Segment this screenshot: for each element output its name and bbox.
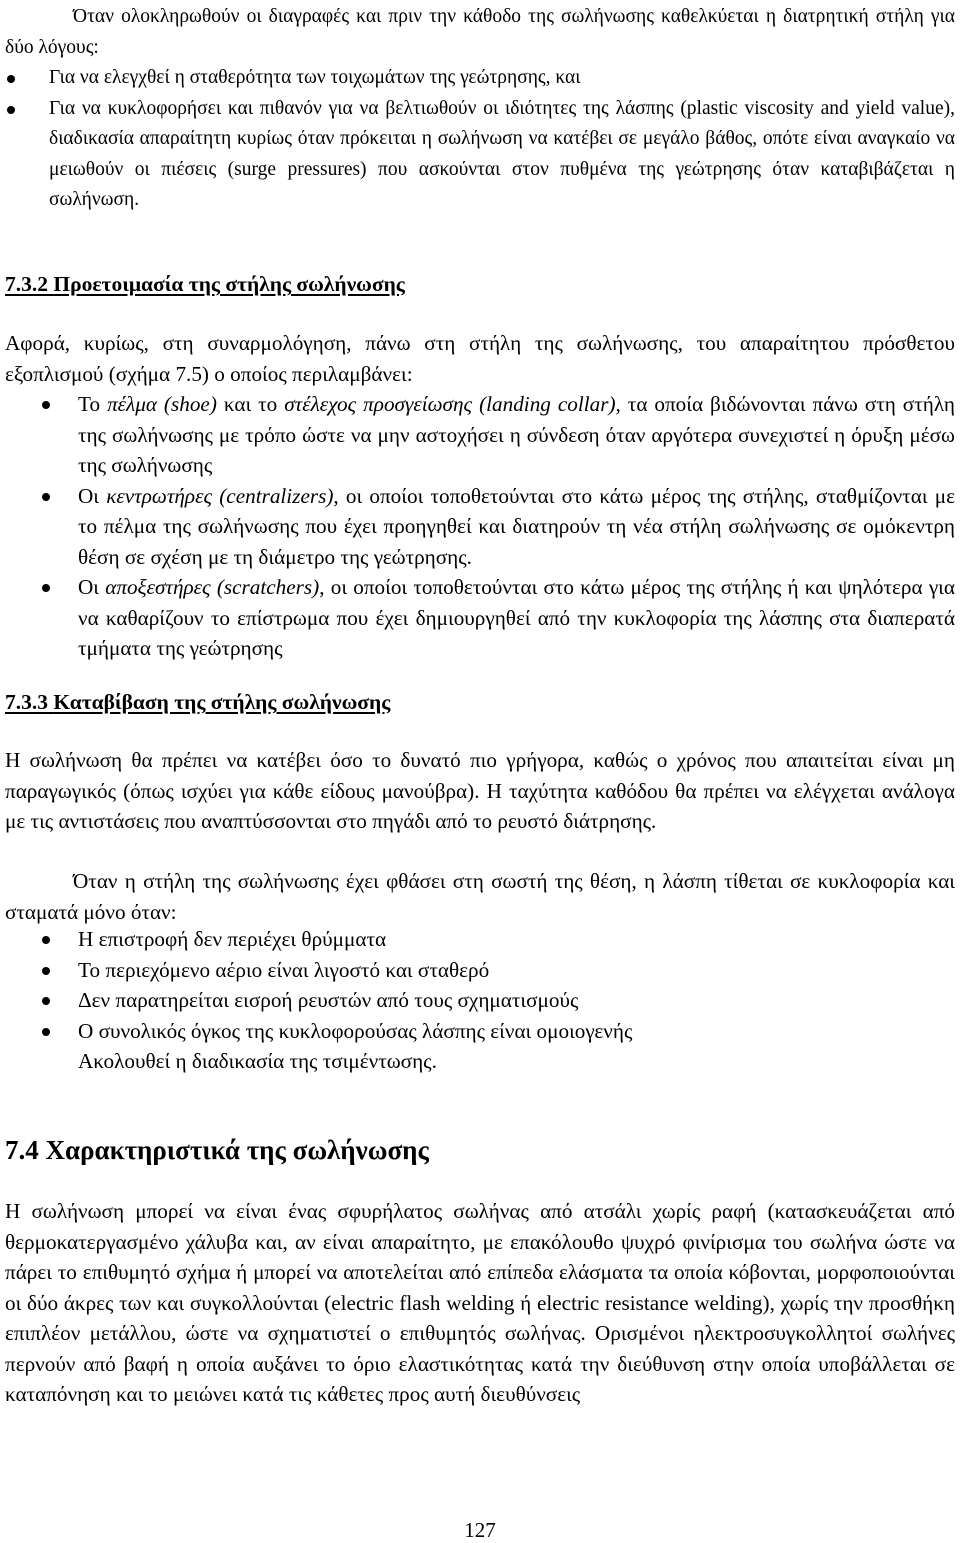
term-shoe: πέλμα (shoe) <box>107 392 217 416</box>
section-title: Προετοιμασία της στήλης σωλήνωσης <box>53 272 405 296</box>
list-item-continuation <box>5 1046 955 1077</box>
section-number: 7.3.3 <box>5 690 48 714</box>
circulation-paragraph: Όταν η στήλη της σωλήνωσης έχει φθάσει στη σωστή της θέση, η λάσπη τίθεται σε κυκλοφορία και σταματά μόνο όταν: <box>5 869 955 924</box>
lowering-paragraph: Η σωλήνωση θα πρέπει να κατέβει όσο το δυνατό πιο γρήγορα, καθώς ο χρόνος που απαιτείται είναι μη παραγωγικός (όπως ισχύει για κάθε είδους μανούβρα). Η ταχύτητα καθόδου θα πρέπει να ελέγχεται ανάλογα με τις αντιστάσεις που αναπτύσσονται στο πηγάδι από το ρευστό διάτρησης. <box>5 748 955 833</box>
equipment-intro-paragraph: Αφορά, κυρίως, στη συναρμολόγηση, πάνω στη στήλη της σωλήνωσης, του απαραίτητου πρόσθετου εξοπλισμού (σχήμα 7.5) ο οποίος περιλαμβάνει: <box>5 331 955 386</box>
list-item-text: Για να κυκλοφορήσει και πιθανόν για να βελτιωθούν οι ιδιότητες της λάσπης (plastic viscosity and yield value), διαδικασία απαραίτητη κυρίως όταν πρόκειται η σωλήνωση να κατέβει σε μεγάλο βάθος, οπότε είναι αναγκαίο να μειωθούν οι πιέσεις (surge pressures) που ασκούνται στον πυθμένα της γεώτρησης όταν καταβιβάζεται η σωλήνωση. <box>49 97 955 210</box>
circulation-conditions-list <box>5 924 955 1077</box>
bullet-icon <box>42 1028 50 1036</box>
term-scratchers: αποξεστήρες (scratchers) <box>105 575 320 599</box>
bullet-icon <box>42 584 50 592</box>
section-number: 7.3.2 <box>5 272 48 296</box>
bullet-icon <box>42 967 50 975</box>
bullet-icon <box>7 106 15 114</box>
section-heading-7-3-2 <box>5 270 405 298</box>
bullet-icon <box>42 401 50 409</box>
term-landing-collar: στέλεχος προσγείωσης (landing collar) <box>284 392 616 416</box>
list-item <box>5 94 955 216</box>
bullet-icon <box>7 75 15 83</box>
list-item <box>5 924 955 955</box>
list-item <box>5 955 955 986</box>
list-item-text: Ο συνολικός όγκος της κυκλοφορούσας λάσπης είναι ομοιογενής <box>78 1018 633 1043</box>
cementing-note: Ακολουθεί η διαδικασία της τσιμέντωσης. <box>78 1049 437 1073</box>
section-heading-7-3-3 <box>5 688 390 716</box>
casing-characteristics-paragraph: Η σωλήνωση μπορεί να είναι ένας σφυρήλατος σωλήνας από ατσάλι χωρίς ραφή (κατασκευάζεται από θερμοκατεργασμένο χάλυβα και, αν είναι απαραίτητο, με επακόλουθο ψυχρό φινίρισμα του σωλήνα ώστε να πάρει το επιθυμητό σχήμα ή μπορεί να αποτελείται από επίπεδα ελάσματα τα οποία κόβονται, μορφοποιούνται οι δύο άκρες των και συγκολλούνται (electric flash welding ή electric resistance welding), χωρίς την προσθήκη επιπλέον μετάλλου, ώστε να σχηματιστεί ο επιθυμητός σωλήνας. Ορισμένοι ηλεκτροσυγκολλητοί σωλήνες περνούν από βαφή η οποία αυξάνει το όριο ελαστικότητας κατά την διεύθυνση στην οποία υποβάλλεται σε καταπόνηση και το μειώνει κατά τις κάθετες προς αυτή διευθύνσεις <box>5 1199 955 1406</box>
section-heading-7-4 <box>5 1133 429 1167</box>
term-centralizers: κεντρωτήρες (centralizers) <box>106 483 334 508</box>
list-item <box>5 985 955 1016</box>
list-item: Το πέλμα (shoe) και το στέλεχος προσγείωσης (landing collar), τα οποία βιδώνονται πάνω στη στήλη της σωλήνωσης με τρόπο ώστε να μην αστοχήσει η σύνδεση όταν αργότερα συνεχιστεί η όρυξη μέσω της σωλήνωσης <box>5 389 955 481</box>
bullet-icon <box>42 493 50 501</box>
list-item: Οι κεντρωτήρες (centralizers), οι οποίοι τοποθετούνται στο κάτω μέρος της στήλης, σταθμίζονται με το πέλμα της σωλήνωσης που έχει προηγηθεί και διατηρούν τη νέα στήλη σωλήνωσης σε ομόκεντρη θέση σε σχέση με τη διάμετρο της γεώτρησης. <box>5 481 955 573</box>
intro-paragraph: Όταν ολοκληρωθούν οι διαγραφές και πριν την κάθοδο της σωλήνωσης καθελκύεται η διατρητική στήλη για δύο λόγους: <box>5 6 955 58</box>
list-item-text: Δεν παρατηρείται εισροή ρευστών από τους σχηματισμούς <box>78 988 579 1012</box>
equipment-list <box>5 389 955 664</box>
bullet-icon <box>42 997 50 1005</box>
list-item <box>5 1016 955 1047</box>
reasons-list <box>5 63 955 216</box>
section-title: Χαρακτηριστικά της σωλήνωσης <box>45 1135 429 1165</box>
list-item-text: Το περιεχόμενο αέριο είναι λιγοστό και σταθερό <box>78 957 490 982</box>
page-number: 127 <box>464 1518 496 1542</box>
list-item: Οι αποξεστήρες (scratchers), οι οποίοι τοποθετούνται στο κάτω μέρος της στήλης ή και ψηλότερα για να καθαρίζουν το επίστρωμα που έχει δημιουργηθεί από την κυκλοφορία της λάσπης στα διαπερατά τμήματα της γεώτρησης <box>5 572 955 664</box>
list-item-text: Η επιστροφή δεν περιέχει θρύμματα <box>78 927 387 951</box>
section-number: 7.4 <box>5 1135 39 1165</box>
list-item <box>5 63 955 94</box>
list-item-text: Για να ελεγχθεί η σταθερότητα των τοιχωμάτων της γεώτρησης, και <box>49 67 581 88</box>
section-title: Καταβίβαση της στήλης σωλήνωσης <box>53 690 391 714</box>
bullet-icon <box>42 936 50 944</box>
